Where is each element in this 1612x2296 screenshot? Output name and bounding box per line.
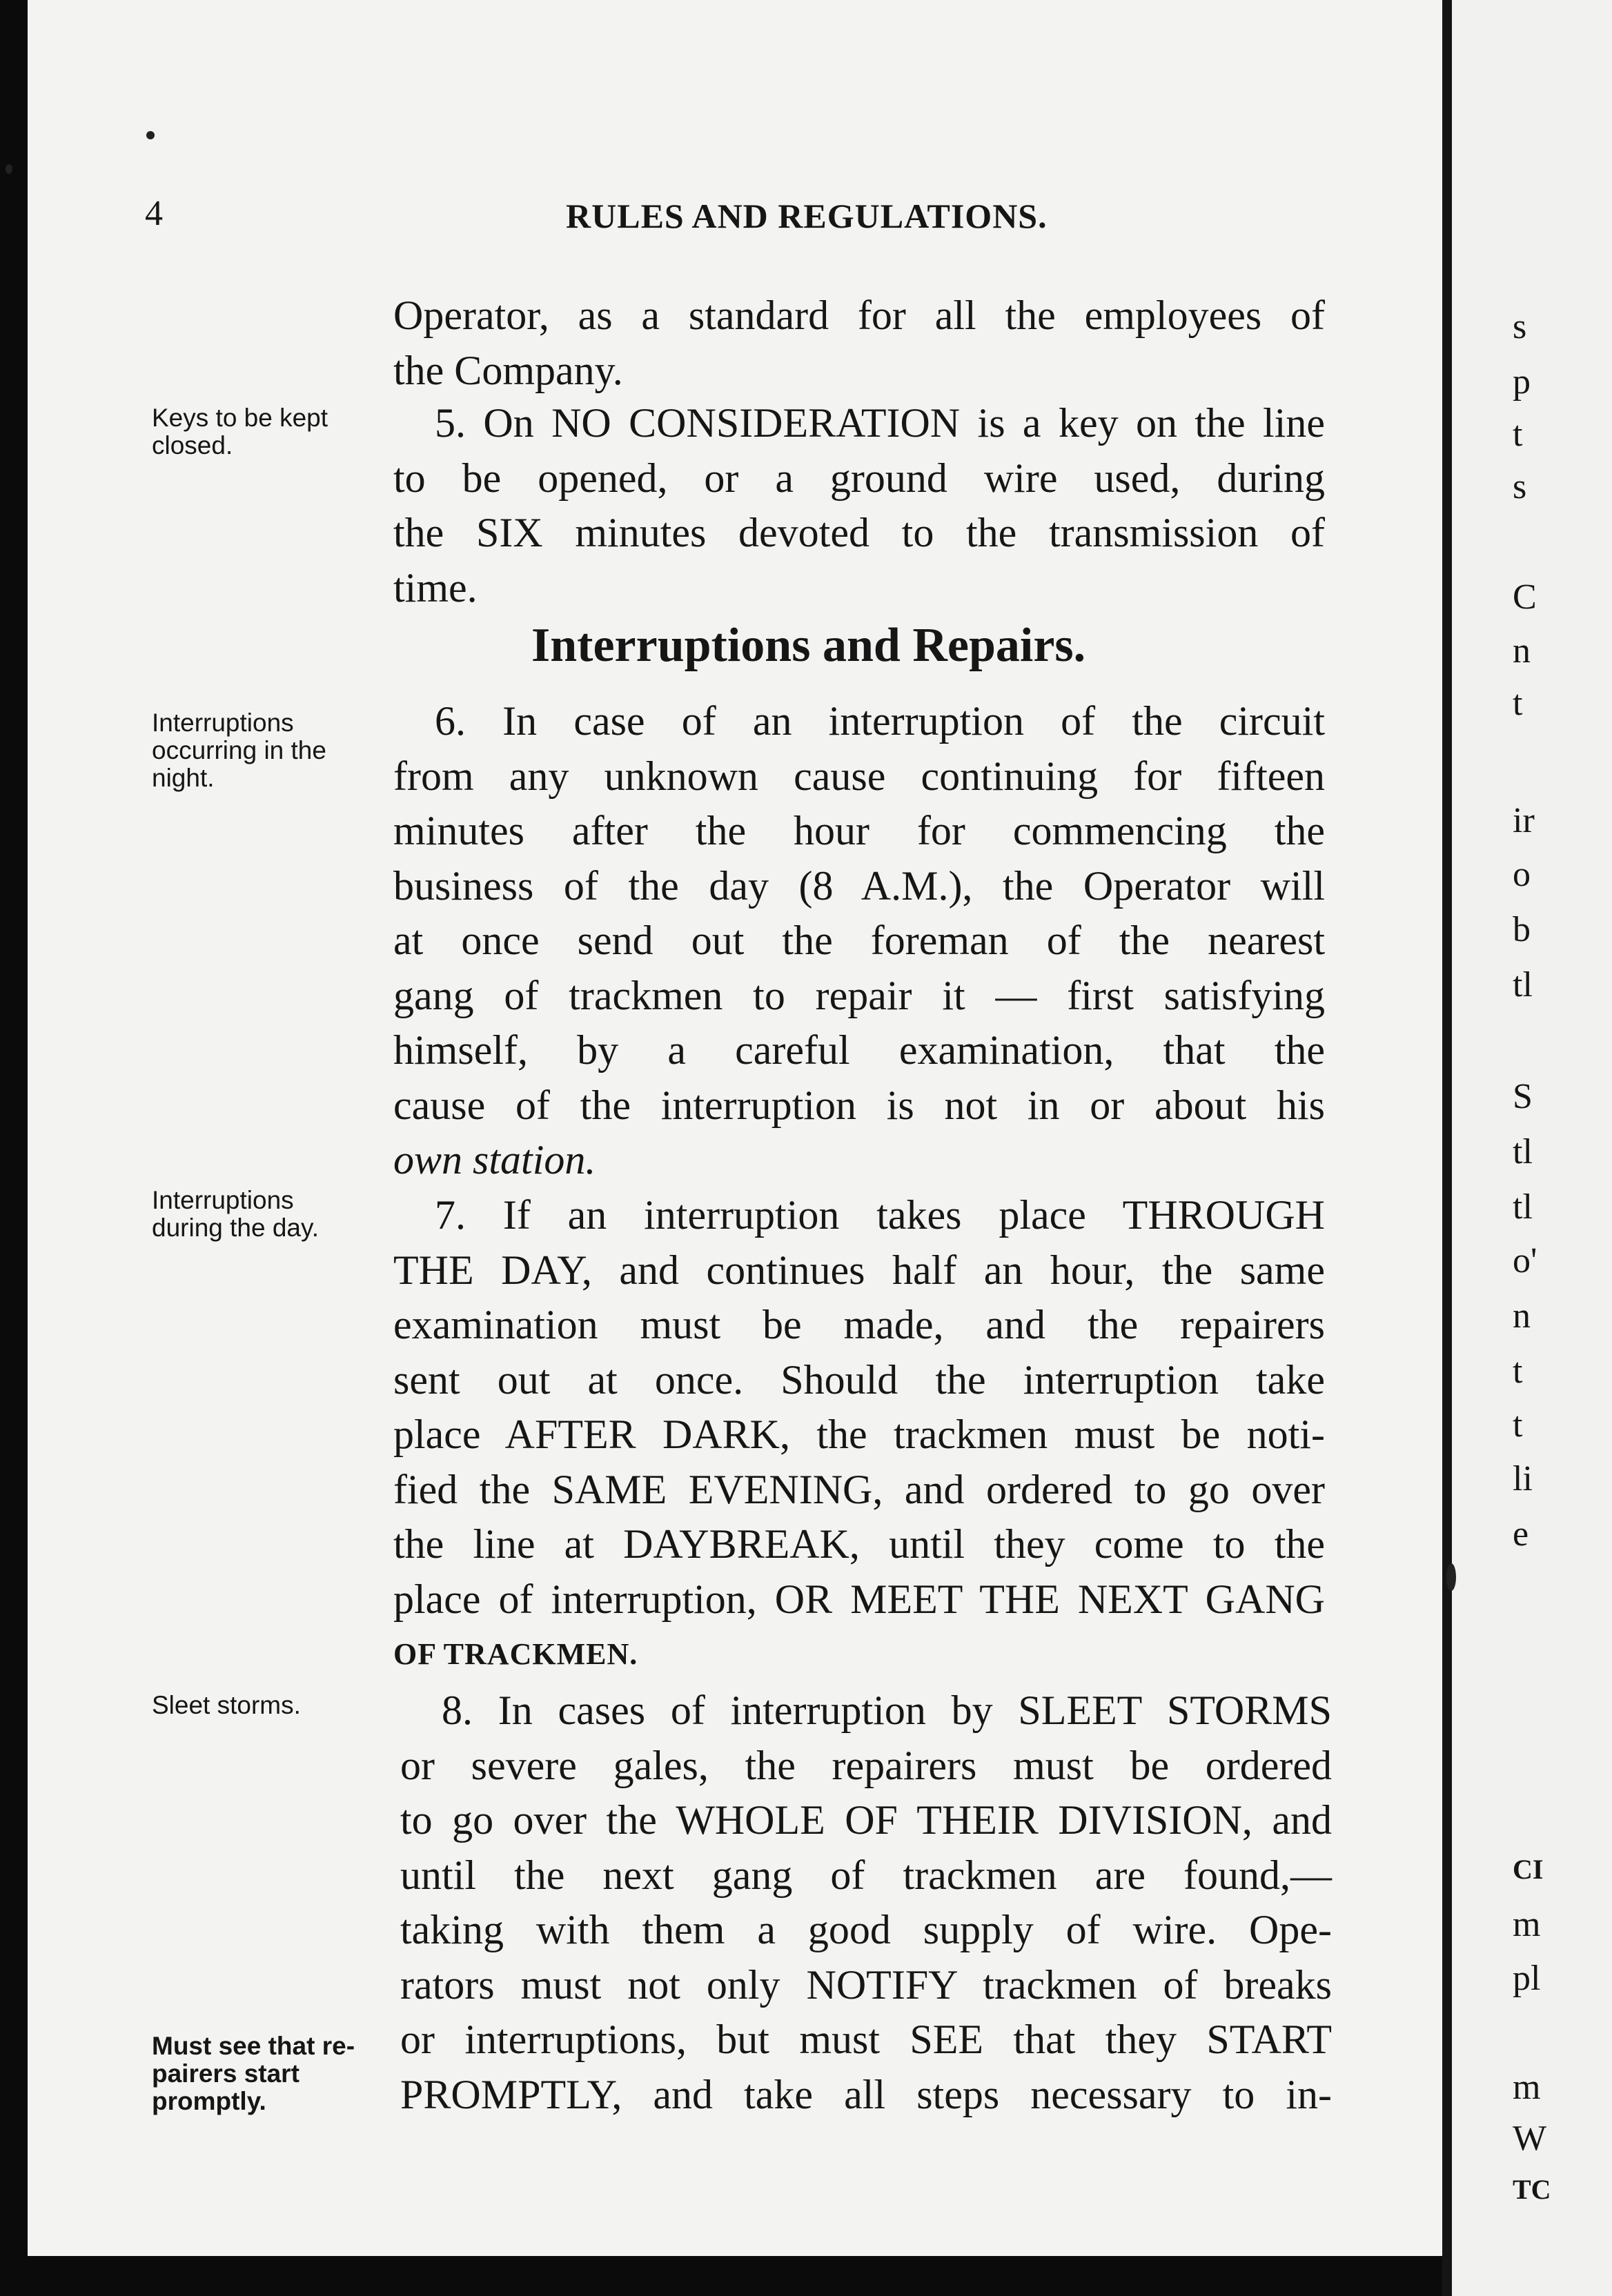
gutter-shadow	[1442, 0, 1452, 2296]
margin-note-line: during the day.	[152, 1214, 320, 1242]
text-line: sent out at once. Should the interruption take	[393, 1356, 1325, 1403]
ink-speck	[6, 164, 12, 174]
text-line: business of the day (8 A.M.), the Operator will	[393, 862, 1325, 909]
text-line: place of interruption, OR MEET THE NEXT GANG	[393, 1576, 1325, 1622]
text-line: fied the SAME EVENING, and ordered to go over	[393, 1466, 1325, 1512]
text-line: rators must not only NOTIFY trackmen of breaks	[400, 1961, 1332, 2008]
section-heading: Interruptions and Repairs.	[531, 619, 1086, 672]
text-line: examination must be made, and the repairers	[393, 1302, 1325, 1347]
facing-fragment: b	[1513, 910, 1531, 949]
rule-5-paragraph	[393, 396, 1325, 615]
facing-fragment: tl	[1513, 965, 1533, 1004]
facing-fragment: n	[1513, 631, 1531, 671]
facing-fragment: S	[1513, 1077, 1533, 1116]
margin-note-line: Interruptions	[152, 1186, 294, 1214]
text-line: THE DAY, and continues half an hour, the same	[393, 1247, 1325, 1293]
text-line: 8. In cases of interruption by SLEET STORMS	[442, 1688, 1332, 1733]
margin-note-line: promptly.	[152, 2087, 266, 2115]
margin-note-line: Must see that re-	[152, 2032, 355, 2060]
facing-fragment: m	[1513, 2068, 1541, 2107]
page-number: 4	[145, 194, 163, 233]
facing-fragment: p	[1513, 362, 1531, 402]
text-line: OF TRACKMEN.	[393, 1637, 638, 1671]
facing-fragment: t	[1513, 1405, 1523, 1445]
text-line: until the next gang of trackmen are found,—	[400, 1852, 1332, 1898]
rule-8-paragraph	[400, 1683, 1332, 2122]
facing-fragment: t	[1513, 415, 1523, 454]
text-line: or interruptions, but must SEE that they START	[400, 2017, 1332, 2062]
facing-fragment: n	[1513, 1296, 1531, 1336]
text-line: PROMPTLY, and take all steps necessary to in-	[400, 2071, 1332, 2117]
text-line: place AFTER DARK, the trackmen must be noti-	[393, 1412, 1325, 1457]
facing-fragment: tl	[1513, 1132, 1533, 1171]
facing-fragment: e	[1513, 1514, 1529, 1554]
facing-fragment: pl	[1513, 1959, 1541, 1998]
facing-fragment: s	[1513, 467, 1527, 506]
margin-note-line: Sleet storms.	[152, 1691, 301, 1719]
margin-note-sleet	[152, 1692, 380, 1719]
text-line: from any unknown cause continuing for fifteen	[393, 753, 1325, 799]
text-line: cause of the interruption is not in or about his	[393, 1082, 1325, 1128]
continued-paragraph	[393, 288, 1325, 398]
margin-note-keys-closed	[152, 404, 380, 459]
margin-note-line: pairers start	[152, 2059, 299, 2088]
margin-note-line: closed.	[152, 431, 233, 459]
text-line: the SIX minutes devoted to the transmission of	[393, 510, 1325, 555]
margin-note-line: Keys to be kept	[152, 404, 328, 432]
facing-fragment: CI	[1513, 1854, 1544, 1885]
text-line: 7. If an interruption takes place THROUGH	[435, 1192, 1325, 1238]
margin-note-night	[152, 709, 380, 792]
text-line: himself, by a careful examination, that the	[393, 1027, 1325, 1073]
facing-fragment: TC	[1513, 2174, 1551, 2205]
facing-fragment: o'	[1513, 1241, 1537, 1280]
margin-note-line: Interruptions	[152, 709, 294, 737]
margin-note-day	[152, 1187, 380, 1242]
running-head: RULES AND REGULATIONS.	[566, 197, 1048, 235]
text-line: 6. In case of an interruption of the circuit	[435, 698, 1325, 744]
text-line: taking with them a good supply of wire. Ope-	[400, 1907, 1332, 1952]
text-line: time.	[393, 564, 478, 611]
facing-fragment: W	[1513, 2119, 1547, 2158]
facing-fragment: o	[1513, 855, 1531, 894]
margin-note-prompt-start	[152, 2032, 386, 2115]
rule-7-paragraph	[393, 1188, 1325, 1682]
rule-6-paragraph	[393, 694, 1325, 1188]
text-line: to go over the WHOLE OF THEIR DIVISION, and	[400, 1797, 1332, 1843]
text-line: the Company.	[393, 347, 623, 393]
text-line: at once send out the foreman of the nearest	[393, 918, 1325, 963]
margin-note-line: night.	[152, 764, 215, 792]
ink-speck	[1446, 1563, 1456, 1591]
text-line: or severe gales, the repairers must be ordered	[400, 1742, 1332, 1788]
facing-fragment: ir	[1513, 801, 1535, 840]
facing-fragment: C	[1513, 577, 1537, 617]
margin-note-line: occurring in the	[152, 736, 326, 764]
facing-fragment: t	[1513, 684, 1523, 723]
text-line: Operator, as a standard for all the employees of	[393, 293, 1325, 338]
facing-fragment: li	[1513, 1459, 1533, 1498]
facing-fragment: t	[1513, 1352, 1523, 1391]
facing-fragment: tl	[1513, 1187, 1533, 1227]
text-line: to be opened, or a ground wire used, during	[393, 455, 1325, 501]
facing-fragment: s	[1513, 307, 1527, 346]
text-line: gang of trackmen to repair it — first satisfying	[393, 972, 1325, 1018]
facing-fragment: m	[1513, 1905, 1541, 1944]
text-line: 5. On NO CONSIDERATION is a key on the line	[435, 400, 1325, 446]
text-line: the line at DAYBREAK, until they come to the	[393, 1521, 1325, 1567]
text-line: minutes after the hour for commencing the	[393, 808, 1325, 853]
text-line: own station.	[393, 1137, 596, 1182]
ink-speck	[146, 131, 155, 139]
